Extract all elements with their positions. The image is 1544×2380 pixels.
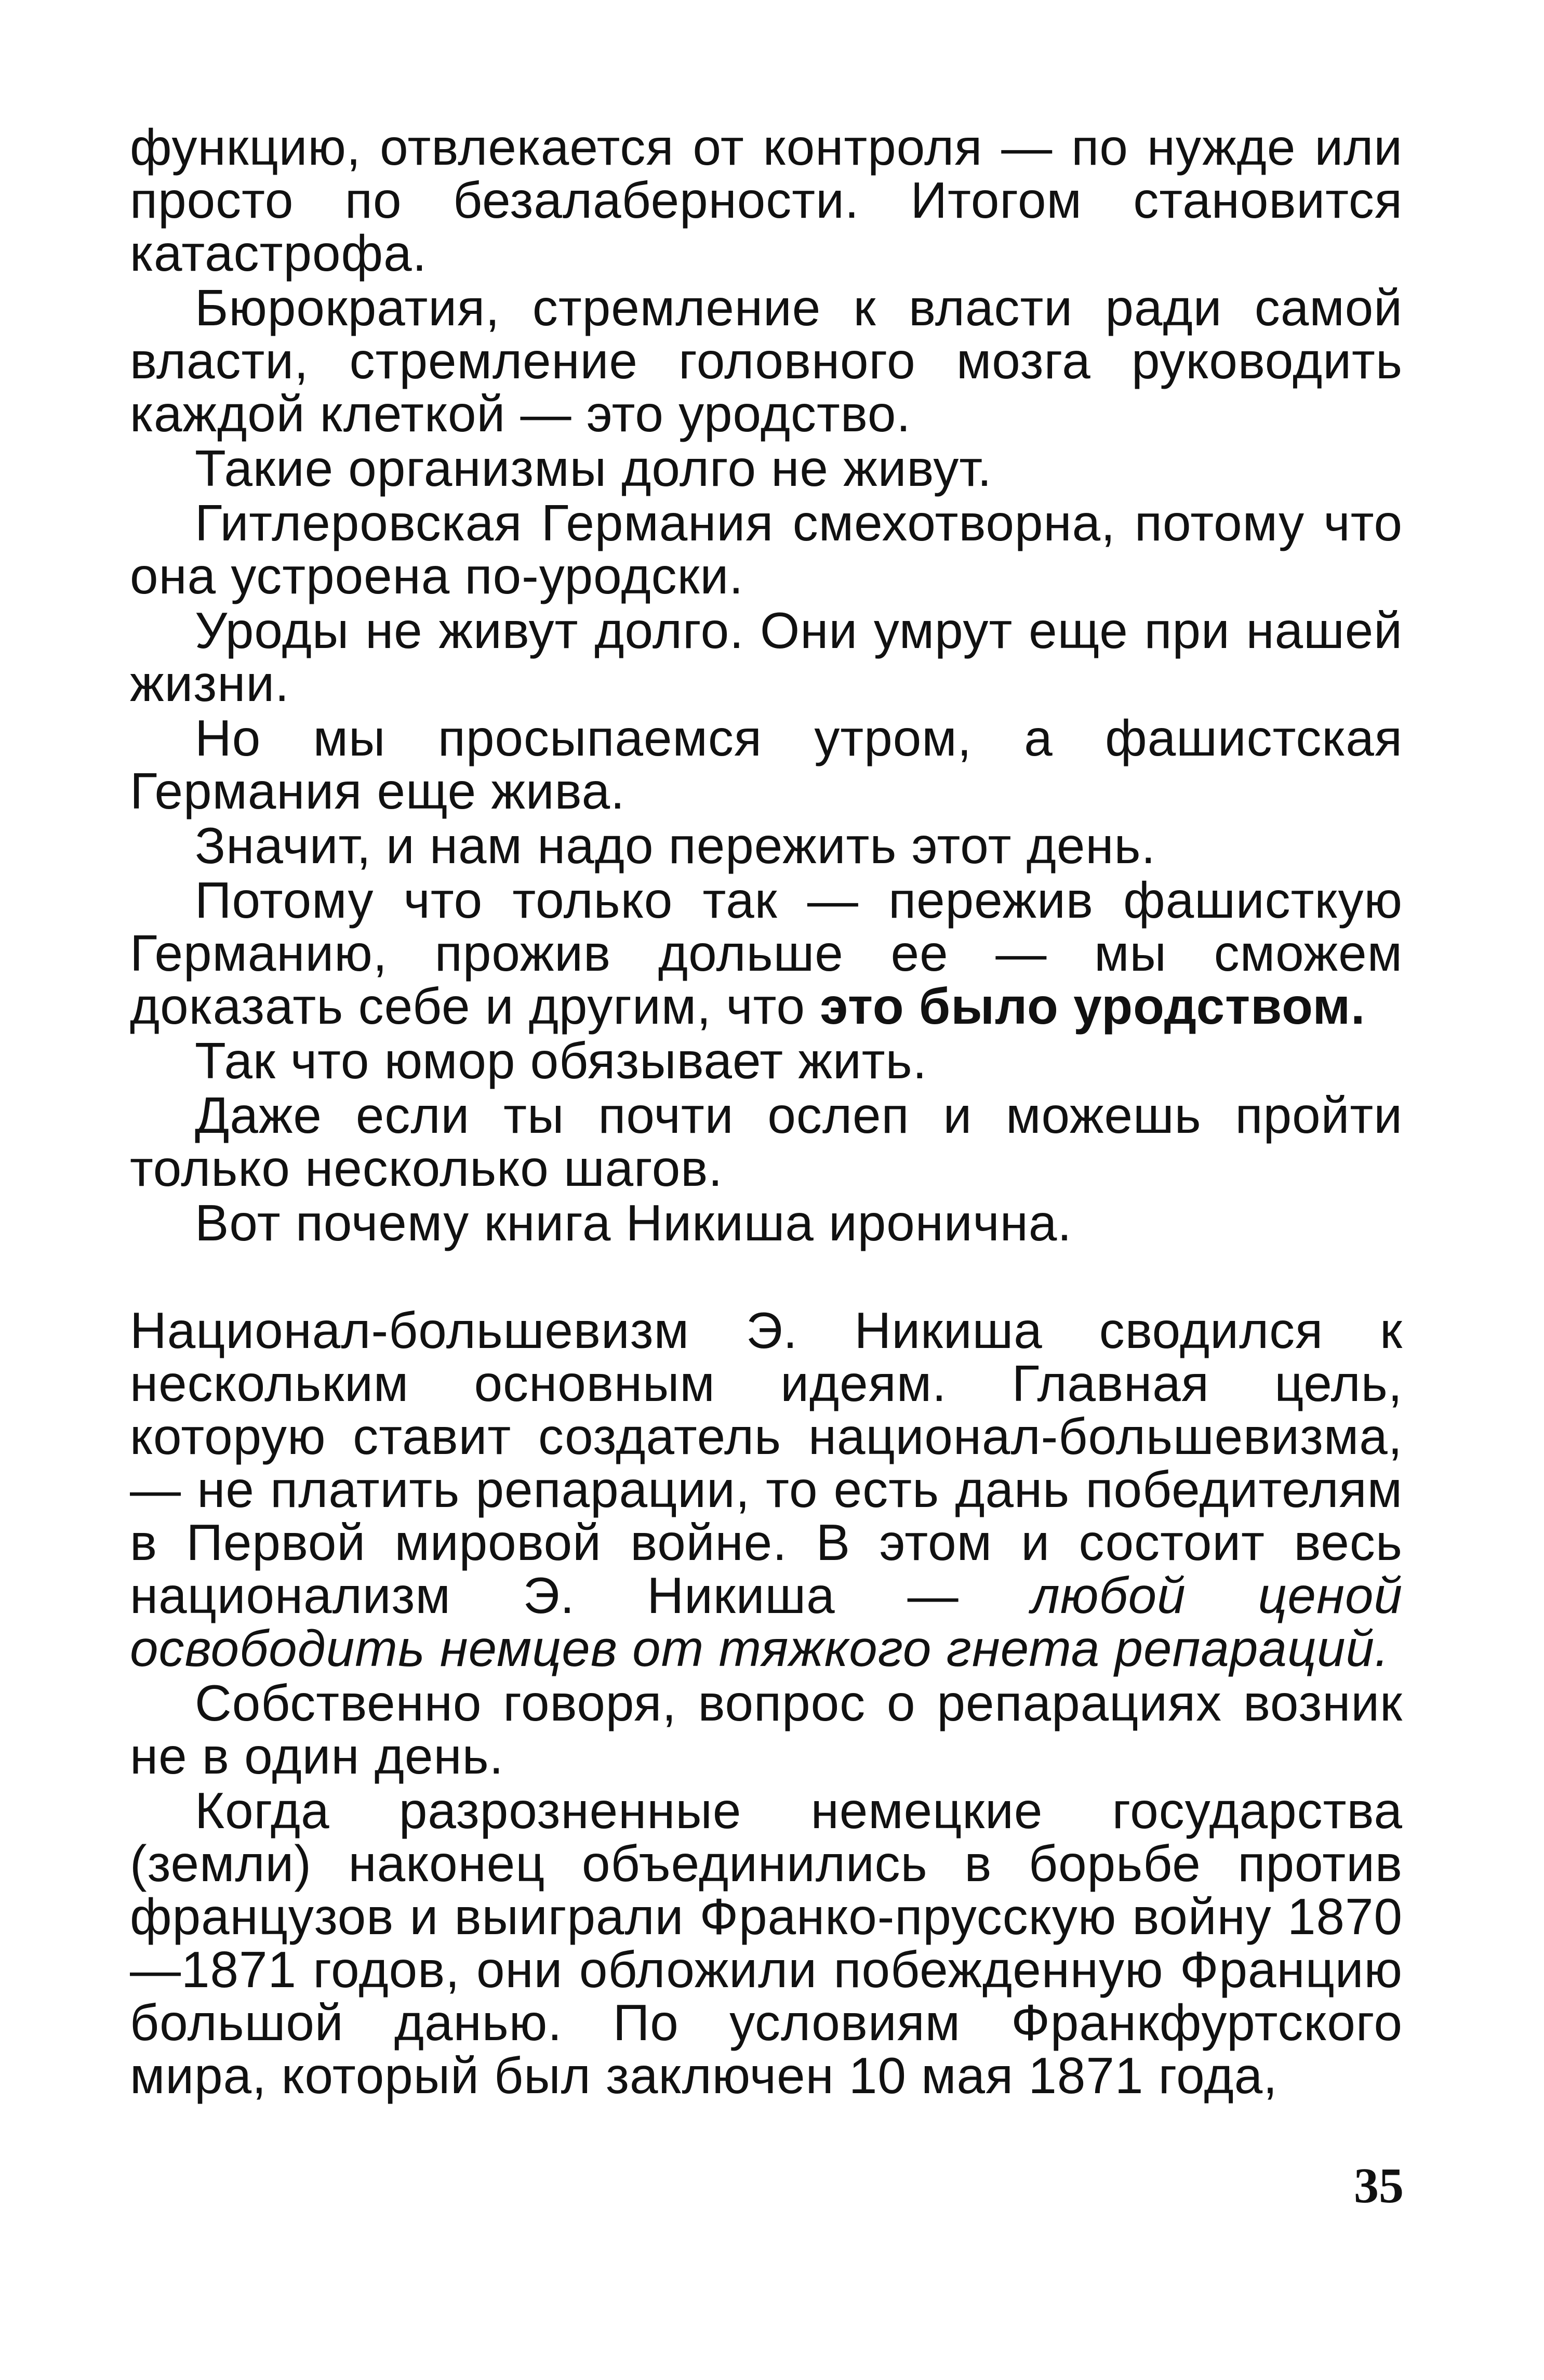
paragraph-3: Такие организмы долго не живут.	[195, 440, 992, 497]
page-body	[130, 118, 1403, 2104]
section-gap	[130, 1249, 1403, 1304]
page-number: 35	[1354, 2158, 1404, 2213]
section2-paragraph-1-italic: любой ценой освободить немцев от тяжкого гнета репараций.	[130, 1567, 1403, 1677]
paragraph-5: Уроды не живут долго. Они умрут еще при нашей жизни.	[130, 602, 1403, 712]
paragraph-11: Вот почему книга Никиша иронична.	[195, 1194, 1072, 1251]
paragraph-6: Но мы просыпаемся утром, а фашистская Германия еще жива.	[130, 709, 1403, 819]
section2-paragraph-2: Собственно говоря, вопрос о репарациях возник не в один день.	[130, 1674, 1403, 1784]
section2-paragraph-1-text: Национал-большевизм Э. Никиша сводился к нескольким основным идеям. Главная цель, которую ставит создатель национал-большевизма, — не платить репарации, то есть дань победителям в Первой мировой войне. В этом и состоит весь национализм Э. Никиша —	[130, 1302, 1403, 1624]
paragraph-1: функцию, отвлекается от контроля — по нужде или просто по безалаберности. Итогом становится катастрофа.	[130, 118, 1403, 282]
paragraph-8-bold: это было уродством.	[820, 977, 1366, 1035]
paragraph-10: Даже если ты почти ослеп и можешь пройти только несколько шагов.	[130, 1087, 1403, 1197]
paragraph-4: Гитлеровская Германия смехотворна, потому что она устроена по-уродски.	[130, 494, 1403, 604]
paragraph-9: Так что юмор обязывает жить.	[195, 1032, 927, 1089]
paragraph-8-text: Потому что только так — пережив фашисткую Германию, прожив дольше ее — мы сможем доказать себе и другим, что	[130, 871, 1403, 1035]
paragraph-7: Значит, и нам надо пережить этот день.	[195, 817, 1156, 874]
paragraph-8	[130, 871, 1403, 1035]
section2-paragraph-3: Когда разрозненные немецкие государства (земли) наконец объединились в борьбе против французов и выиграли Франко-прусскую войну 1870—1871 годов, они обложили побежденную Францию большой данью. По условиям Франкфуртского мира, который был заключен 10 мая 1871 года,	[130, 1782, 1403, 2104]
section2-paragraph-1	[130, 1304, 1403, 1675]
paragraph-2: Бюрократия, стремление к власти ради самой власти, стремление головного мозга руководить каждой клеткой — это уродство.	[130, 279, 1403, 442]
